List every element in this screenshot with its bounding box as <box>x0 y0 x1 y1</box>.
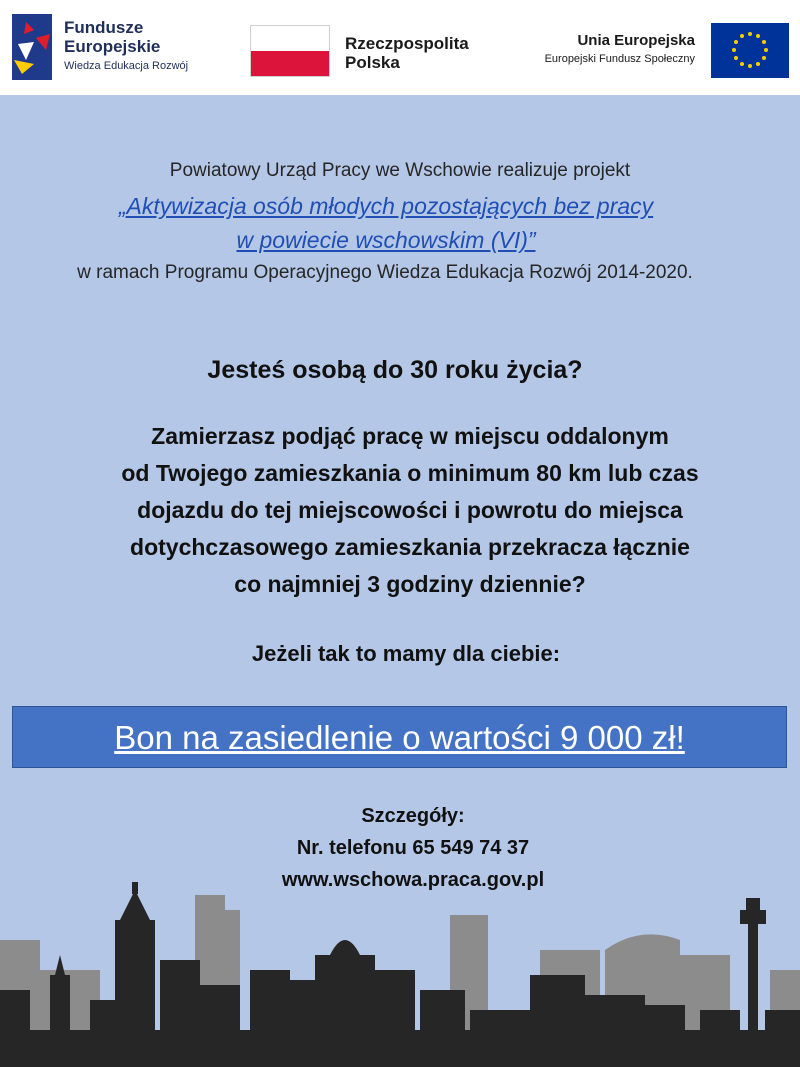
contact-website[interactable]: www.wschowa.praca.gov.pl <box>281 869 545 891</box>
fundusze-europejskie-logo-icon <box>12 14 52 80</box>
eu-line2: Europejski Fundusz Społeczny <box>544 53 695 65</box>
question-line: dotychczasowego zamieszkania przekracza łącznie <box>130 534 690 560</box>
question-line: od Twojego zamieszkania o minimum 80 km lub czas <box>121 460 699 486</box>
intro-line: Powiatowy Urząd Pracy we Wschowie realizuje projekt <box>169 160 631 181</box>
question-line: dojazdu do tej miejscowości i powrotu do miejsca <box>137 497 683 523</box>
question-line: co najmniej 3 godziny dziennie? <box>234 571 586 597</box>
eu-text <box>545 32 695 65</box>
offer-intro: Jeżeli tak to mamy dla ciebie: <box>251 641 561 666</box>
eu-flag-icon <box>711 23 789 78</box>
pl-line1: Rzeczpospolita <box>345 34 469 53</box>
project-title-line1[interactable]: „Aktywizacja osób młodych pozostających bez pracy <box>118 193 654 219</box>
question-line: Zamierzasz podjąć pracę w miejscu oddalonym <box>151 423 669 449</box>
fe-line2: Europejskie <box>64 37 161 56</box>
logo-bar <box>0 0 800 95</box>
fe-line3: Wiedza Edukacja Rozwój <box>64 60 189 72</box>
contact-heading: Szczegóły: <box>361 805 465 827</box>
voucher-banner[interactable] <box>12 706 787 768</box>
eu-line1: Unia Europejska <box>577 32 695 49</box>
age-question: Jesteś osobą do 30 roku życia? <box>207 356 583 384</box>
voucher-banner-text[interactable]: Bon na zasiedlenie o wartości 9 000 zł! <box>114 719 685 756</box>
city-skyline-image <box>0 880 800 1067</box>
program-line: w ramach Programu Operacyjnego Wiedza Edukacja Rozwój 2014-2020. <box>77 262 693 283</box>
project-title-line2[interactable]: w powiecie wschowskim (VI)” <box>236 227 536 253</box>
contact-phone[interactable]: Nr. telefonu 65 549 74 37 <box>296 837 530 859</box>
pl-line2: Polska <box>345 53 400 72</box>
polish-flag-icon <box>250 25 330 77</box>
fe-line1: Fundusze <box>64 18 144 37</box>
distance-question <box>0 418 800 603</box>
rzeczpospolita-text <box>345 34 469 72</box>
fundusze-europejskie-text <box>64 18 188 72</box>
